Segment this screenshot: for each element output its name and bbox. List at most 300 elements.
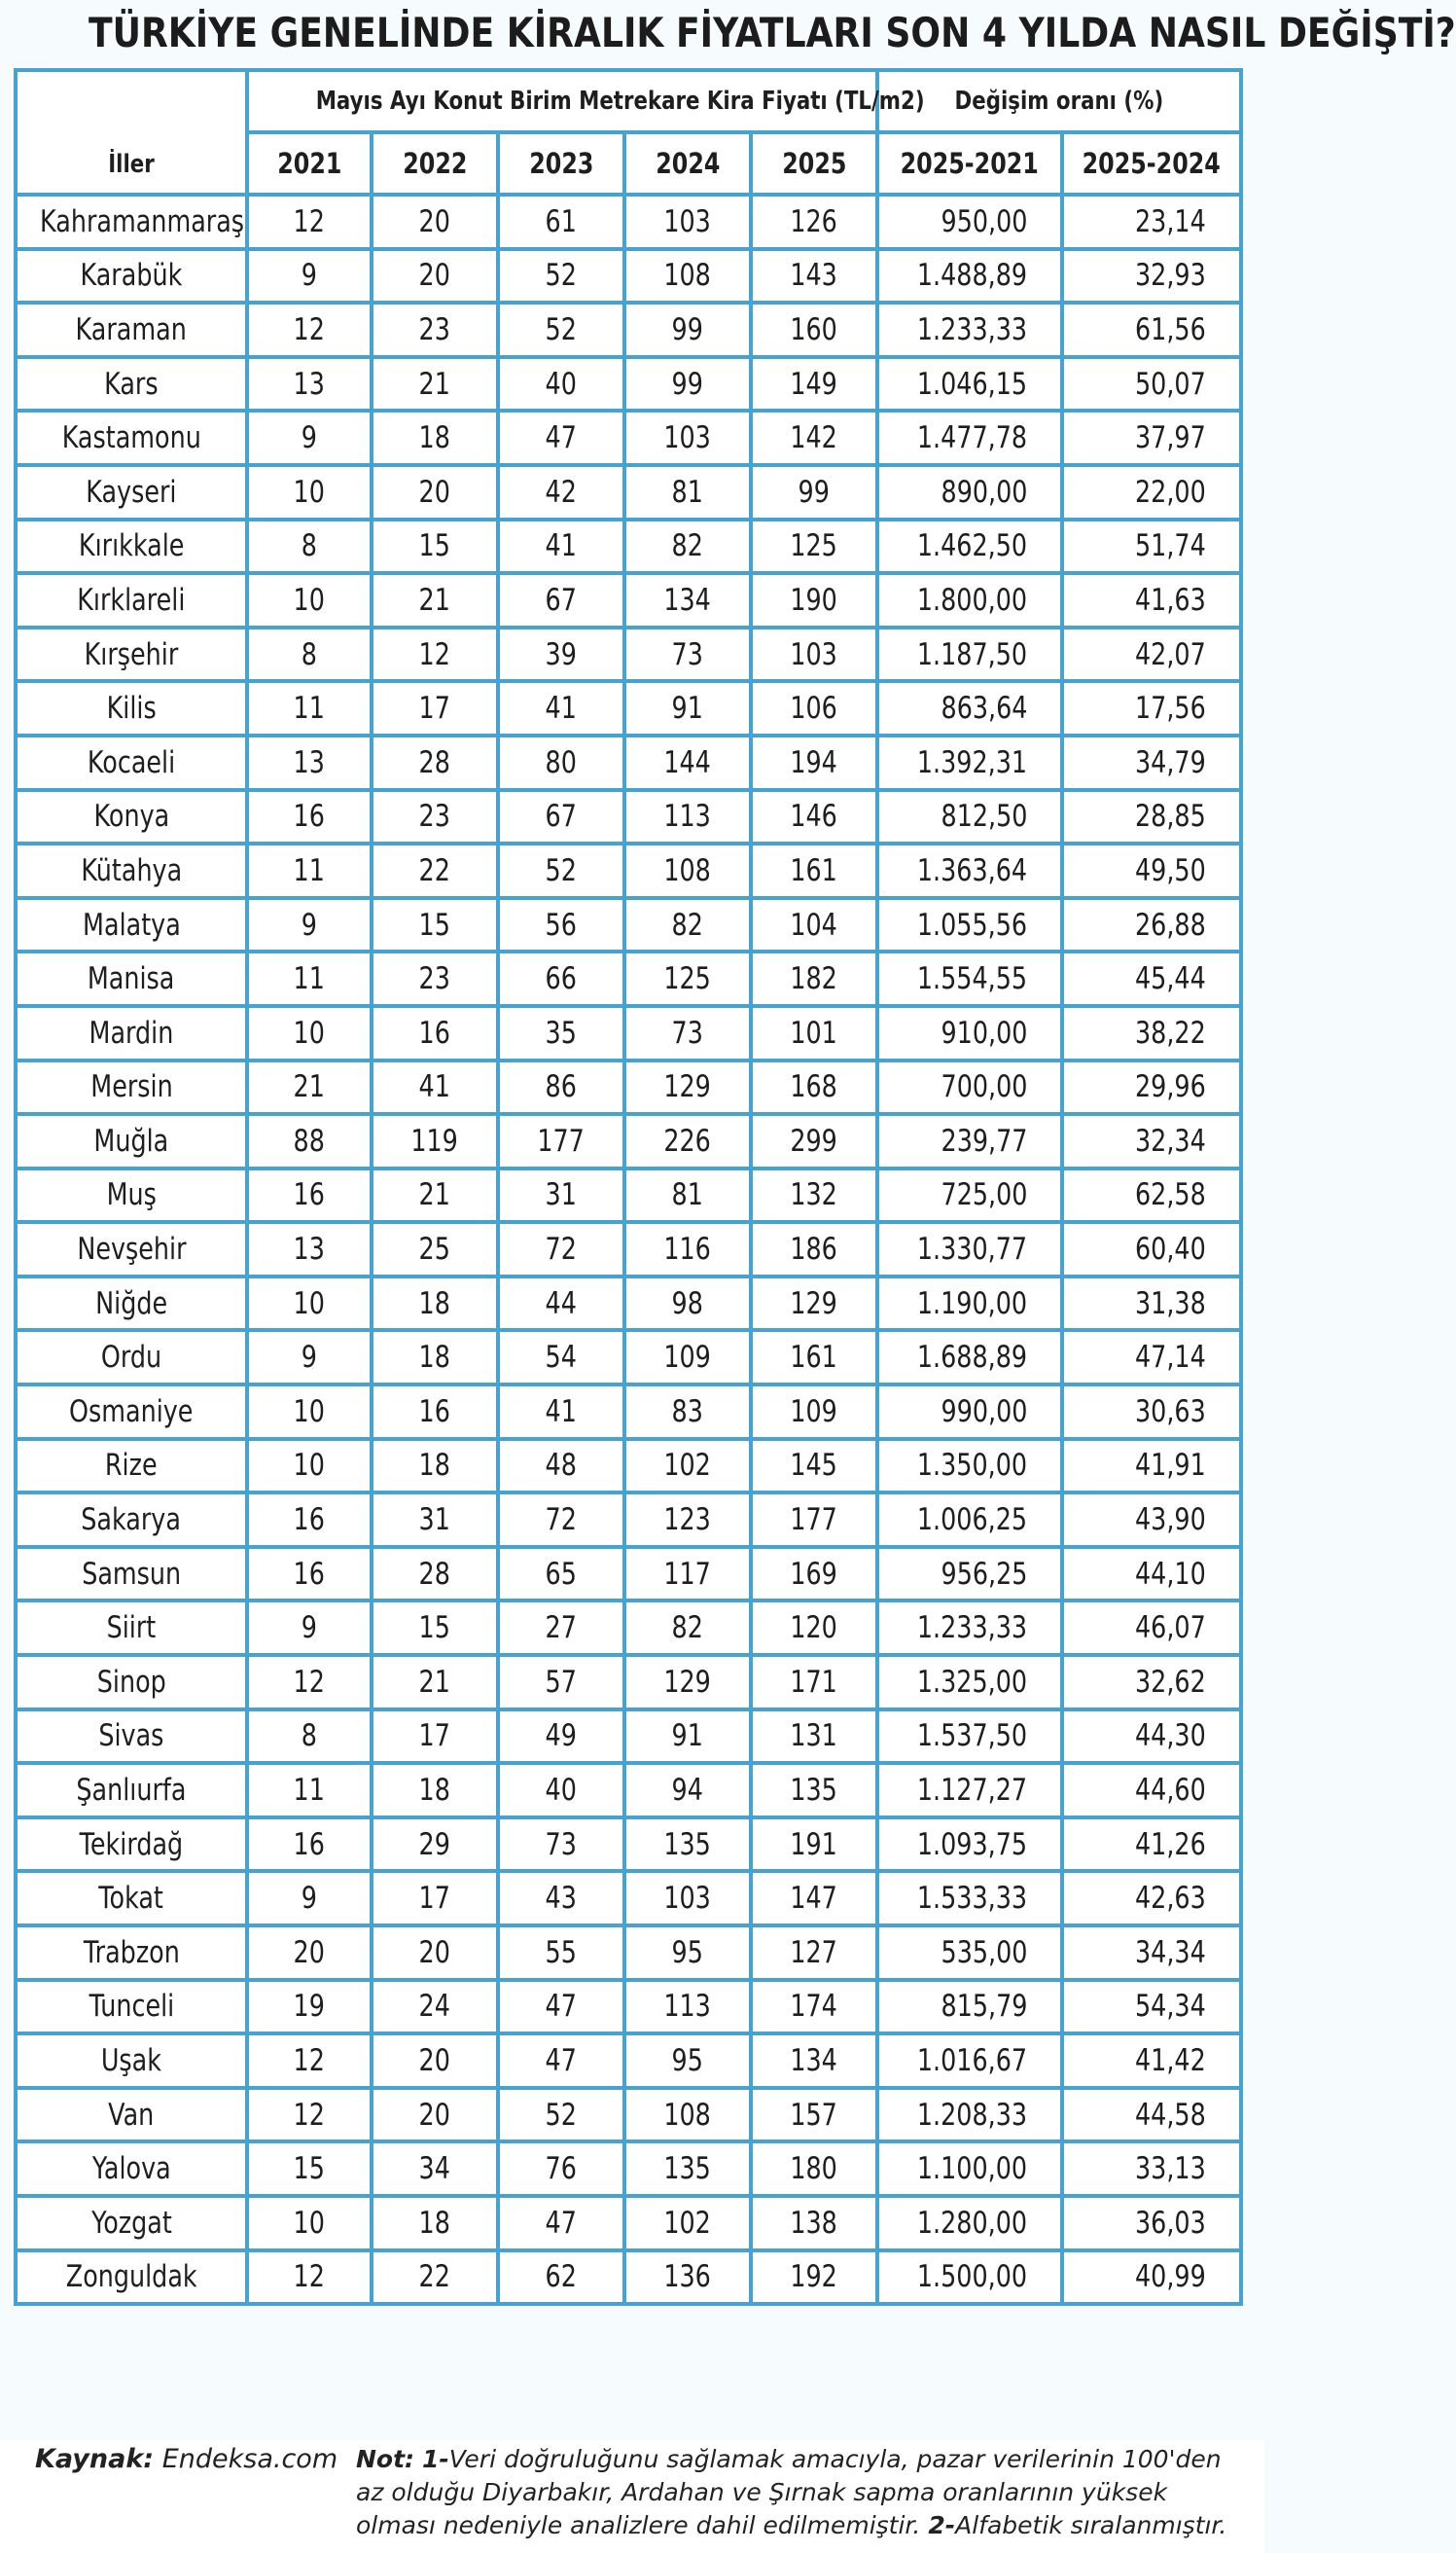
- value-cell: 135: [751, 1763, 877, 1817]
- value-cell: 86: [498, 1061, 624, 1115]
- value-cell: 16: [247, 790, 372, 845]
- value-cell: 15: [372, 520, 498, 574]
- value-cell: 12: [247, 2033, 372, 2088]
- value-cell: 1.500,00: [877, 2250, 1062, 2305]
- value-cell: 95: [624, 1925, 751, 1980]
- city-name-cell: Samsun: [16, 1547, 247, 1601]
- value-cell: 34,34: [1062, 1925, 1241, 1980]
- value-cell: 81: [624, 1169, 751, 1223]
- value-cell: 41: [372, 1061, 498, 1115]
- table-row: [16, 1547, 1241, 1601]
- value-cell: 1.233,33: [877, 1600, 1062, 1655]
- column-header: 2025: [751, 132, 877, 195]
- value-cell: 55: [498, 1925, 624, 1980]
- value-cell: 19: [247, 1980, 372, 2034]
- value-cell: 103: [624, 411, 751, 465]
- value-cell: 15: [247, 2141, 372, 2196]
- city-name-cell: Şanlıurfa: [16, 1763, 247, 1817]
- header-group-rent-price: Mayıs Ayı Konut Birim Metrekare Kira Fiyatı (TL/m2): [247, 70, 877, 132]
- value-cell: 21: [372, 573, 498, 628]
- value-cell: 1.477,78: [877, 411, 1062, 465]
- value-cell: 15: [372, 1600, 498, 1655]
- value-cell: 56: [498, 898, 624, 953]
- value-cell: 106: [751, 681, 877, 736]
- value-cell: 11: [247, 844, 372, 898]
- city-name-cell: Siirt: [16, 1600, 247, 1655]
- value-cell: 1.190,00: [877, 1276, 1062, 1331]
- value-cell: 950,00: [877, 195, 1062, 249]
- value-cell: 1.392,31: [877, 736, 1062, 790]
- value-cell: 103: [751, 628, 877, 682]
- value-cell: 10: [247, 465, 372, 520]
- value-cell: 54: [498, 1330, 624, 1384]
- city-name-cell: Osmaniye: [16, 1384, 247, 1439]
- value-cell: 10: [247, 1006, 372, 1061]
- city-name-cell: Kastamonu: [16, 411, 247, 465]
- value-cell: 239,77: [877, 1114, 1062, 1169]
- table-row: [16, 1276, 1241, 1331]
- city-name-cell: Sinop: [16, 1655, 247, 1709]
- value-cell: 24: [372, 1980, 498, 2034]
- value-cell: 31,38: [1062, 1276, 1241, 1331]
- value-cell: 23,14: [1062, 195, 1241, 249]
- city-name-cell: Kilis: [16, 681, 247, 736]
- value-cell: 12: [247, 1655, 372, 1709]
- city-name-cell: Tokat: [16, 1871, 247, 1925]
- table-row: [16, 844, 1241, 898]
- value-cell: 16: [372, 1006, 498, 1061]
- table-row: [16, 2033, 1241, 2088]
- rent-price-table: [14, 68, 1243, 2306]
- value-cell: 194: [751, 736, 877, 790]
- city-name-cell: Muş: [16, 1169, 247, 1223]
- value-cell: 47,14: [1062, 1330, 1241, 1384]
- value-cell: 129: [751, 1276, 877, 1331]
- value-cell: 103: [624, 1871, 751, 1925]
- value-cell: 36,03: [1062, 2196, 1241, 2250]
- value-cell: 16: [247, 1492, 372, 1547]
- value-cell: 30,63: [1062, 1384, 1241, 1439]
- column-header: 2025-2021: [877, 132, 1062, 195]
- table-row: [16, 1980, 1241, 2034]
- value-cell: 16: [247, 1817, 372, 1872]
- header-group-change-rate: Değişim oranı (%): [877, 70, 1241, 132]
- value-cell: 82: [624, 898, 751, 953]
- value-cell: 10: [247, 573, 372, 628]
- value-cell: 20: [372, 2033, 498, 2088]
- value-cell: 47: [498, 2033, 624, 2088]
- city-name-cell: Rize: [16, 1439, 247, 1493]
- value-cell: 16: [372, 1384, 498, 1439]
- value-cell: 20: [372, 465, 498, 520]
- value-cell: 182: [751, 952, 877, 1006]
- value-cell: 26,88: [1062, 898, 1241, 953]
- value-cell: 39: [498, 628, 624, 682]
- value-cell: 66: [498, 952, 624, 1006]
- value-cell: 21: [372, 1655, 498, 1709]
- value-cell: 95: [624, 2033, 751, 2088]
- value-cell: 108: [624, 249, 751, 304]
- value-cell: 52: [498, 2088, 624, 2142]
- value-cell: 144: [624, 736, 751, 790]
- value-cell: 28,85: [1062, 790, 1241, 845]
- table-row: [16, 1439, 1241, 1493]
- value-cell: 41: [498, 520, 624, 574]
- value-cell: 52: [498, 249, 624, 304]
- value-cell: 127: [751, 1925, 877, 1980]
- value-cell: 41: [498, 681, 624, 736]
- value-cell: 13: [247, 736, 372, 790]
- value-cell: 192: [751, 2250, 877, 2305]
- value-cell: 35: [498, 1006, 624, 1061]
- value-cell: 45,44: [1062, 952, 1241, 1006]
- value-cell: 102: [624, 1439, 751, 1493]
- value-cell: 815,79: [877, 1980, 1062, 2034]
- value-cell: 174: [751, 1980, 877, 2034]
- value-cell: 157: [751, 2088, 877, 2142]
- city-name-cell: Kayseri: [16, 465, 247, 520]
- value-cell: 134: [624, 573, 751, 628]
- value-cell: 16: [247, 1547, 372, 1601]
- value-cell: 1.330,77: [877, 1222, 1062, 1276]
- value-cell: 113: [624, 1980, 751, 2034]
- value-cell: 12: [247, 2088, 372, 2142]
- value-cell: 91: [624, 681, 751, 736]
- value-cell: 12: [372, 628, 498, 682]
- value-cell: 113: [624, 790, 751, 845]
- city-name-cell: Malatya: [16, 898, 247, 953]
- value-cell: 143: [751, 249, 877, 304]
- table-row: [16, 1114, 1241, 1169]
- value-cell: 27: [498, 1600, 624, 1655]
- city-name-cell: Tunceli: [16, 1980, 247, 2034]
- value-cell: 94: [624, 1763, 751, 1817]
- city-name-cell: Trabzon: [16, 1925, 247, 1980]
- value-cell: 43,90: [1062, 1492, 1241, 1547]
- value-cell: 18: [372, 2196, 498, 2250]
- value-cell: 31: [498, 1169, 624, 1223]
- value-cell: 190: [751, 573, 877, 628]
- city-name-cell: Manisa: [16, 952, 247, 1006]
- table-row: [16, 303, 1241, 357]
- value-cell: 1.533,33: [877, 1871, 1062, 1925]
- table-row: [16, 2196, 1241, 2250]
- column-header: 2023: [498, 132, 624, 195]
- value-cell: 1.055,56: [877, 898, 1062, 953]
- value-cell: 108: [624, 844, 751, 898]
- value-cell: 123: [624, 1492, 751, 1547]
- value-cell: 8: [247, 628, 372, 682]
- value-cell: 18: [372, 1276, 498, 1331]
- value-cell: 129: [624, 1061, 751, 1115]
- value-cell: 21: [372, 1169, 498, 1223]
- value-cell: 1.488,89: [877, 249, 1062, 304]
- table-row: [16, 195, 1241, 249]
- value-cell: 34,79: [1062, 736, 1241, 790]
- value-cell: 226: [624, 1114, 751, 1169]
- table-row: [16, 736, 1241, 790]
- city-name-cell: Uşak: [16, 2033, 247, 2088]
- value-cell: 103: [624, 195, 751, 249]
- table-row: [16, 1817, 1241, 1872]
- value-cell: 101: [751, 1006, 877, 1061]
- table-row: [16, 249, 1241, 304]
- table-row: [16, 357, 1241, 412]
- value-cell: 11: [247, 1763, 372, 1817]
- value-cell: 191: [751, 1817, 877, 1872]
- value-cell: 41: [498, 1384, 624, 1439]
- value-cell: 169: [751, 1547, 877, 1601]
- value-cell: 1.093,75: [877, 1817, 1062, 1872]
- value-cell: 9: [247, 1330, 372, 1384]
- value-cell: 41,42: [1062, 2033, 1241, 2088]
- value-cell: 49: [498, 1709, 624, 1764]
- value-cell: 1.537,50: [877, 1709, 1062, 1764]
- value-cell: 990,00: [877, 1384, 1062, 1439]
- value-cell: 48: [498, 1439, 624, 1493]
- city-name-cell: Karabük: [16, 249, 247, 304]
- value-cell: 99: [624, 357, 751, 412]
- city-name-cell: Kırklareli: [16, 573, 247, 628]
- table-row: [16, 1655, 1241, 1709]
- value-cell: 147: [751, 1871, 877, 1925]
- value-cell: 98: [624, 1276, 751, 1331]
- city-name-cell: Sakarya: [16, 1492, 247, 1547]
- value-cell: 41,63: [1062, 573, 1241, 628]
- city-name-cell: Yozgat: [16, 2196, 247, 2250]
- city-name-cell: Mardin: [16, 1006, 247, 1061]
- city-name-cell: Van: [16, 2088, 247, 2142]
- city-name-cell: Ordu: [16, 1330, 247, 1384]
- value-cell: 67: [498, 573, 624, 628]
- value-cell: 8: [247, 520, 372, 574]
- value-cell: 22: [372, 844, 498, 898]
- value-cell: 11: [247, 952, 372, 1006]
- value-cell: 81: [624, 465, 751, 520]
- value-cell: 1.554,55: [877, 952, 1062, 1006]
- value-cell: 49,50: [1062, 844, 1241, 898]
- value-cell: 40: [498, 357, 624, 412]
- city-name-cell: Sivas: [16, 1709, 247, 1764]
- page-title: TÜRKİYE GENELİNDE KİRALIK FİYATLARI SON 4 YILDA NASIL DEĞİŞTİ?: [89, 9, 1456, 56]
- value-cell: 132: [751, 1169, 877, 1223]
- table-row: [16, 411, 1241, 465]
- value-cell: 863,64: [877, 681, 1062, 736]
- value-cell: 18: [372, 1763, 498, 1817]
- table-row: [16, 1871, 1241, 1925]
- footnote: Not: 1-Veri doğruluğunu sağlamak amacıyla, pazar verilerinin 100'den az olduğu Diyarbakır, Ardahan ve Şırnak sapma oranlarının yüksek olması nedeniyle analizlere dahil edilmemiştir. 2-Alfabetik sıralanmıştır.: [356, 2445, 1227, 2539]
- value-cell: 1.046,15: [877, 357, 1062, 412]
- table-row: [16, 1492, 1241, 1547]
- value-cell: 31: [372, 1492, 498, 1547]
- value-cell: 10: [247, 1384, 372, 1439]
- table-row: [16, 1330, 1241, 1384]
- column-header: 2021: [247, 132, 372, 195]
- value-cell: 910,00: [877, 1006, 1062, 1061]
- value-cell: 9: [247, 249, 372, 304]
- value-cell: 12: [247, 2250, 372, 2305]
- value-cell: 956,25: [877, 1547, 1062, 1601]
- value-cell: 21: [247, 1061, 372, 1115]
- table-row: [16, 1222, 1241, 1276]
- value-cell: 10: [247, 1276, 372, 1331]
- value-cell: 42,07: [1062, 628, 1241, 682]
- value-cell: 72: [498, 1492, 624, 1547]
- value-cell: 42: [498, 465, 624, 520]
- value-cell: 40,99: [1062, 2250, 1241, 2305]
- value-cell: 54,34: [1062, 1980, 1241, 2034]
- value-cell: 142: [751, 411, 877, 465]
- value-cell: 29,96: [1062, 1061, 1241, 1115]
- value-cell: 138: [751, 2196, 877, 2250]
- value-cell: 18: [372, 1330, 498, 1384]
- value-cell: 73: [624, 1006, 751, 1061]
- value-cell: 1.280,00: [877, 2196, 1062, 2250]
- column-header: 2022: [372, 132, 498, 195]
- city-name-cell: Niğde: [16, 1276, 247, 1331]
- value-cell: 1.208,33: [877, 2088, 1062, 2142]
- table-row: [16, 1925, 1241, 1980]
- value-cell: 61,56: [1062, 303, 1241, 357]
- value-cell: 129: [624, 1655, 751, 1709]
- value-cell: 22: [372, 2250, 498, 2305]
- value-cell: 46,07: [1062, 1600, 1241, 1655]
- value-cell: 161: [751, 1330, 877, 1384]
- value-cell: 125: [624, 952, 751, 1006]
- value-cell: 1.187,50: [877, 628, 1062, 682]
- value-cell: 47: [498, 2196, 624, 2250]
- value-cell: 34: [372, 2141, 498, 2196]
- value-cell: 9: [247, 411, 372, 465]
- value-cell: 109: [624, 1330, 751, 1384]
- table-body: [16, 195, 1241, 2304]
- value-cell: 32,62: [1062, 1655, 1241, 1709]
- value-cell: 20: [372, 195, 498, 249]
- value-cell: 145: [751, 1439, 877, 1493]
- value-cell: 83: [624, 1384, 751, 1439]
- value-cell: 15: [372, 898, 498, 953]
- value-cell: 73: [624, 628, 751, 682]
- value-cell: 16: [247, 1169, 372, 1223]
- value-cell: 1.800,00: [877, 573, 1062, 628]
- value-cell: 44,30: [1062, 1709, 1241, 1764]
- city-name-cell: Konya: [16, 790, 247, 845]
- value-cell: 1.325,00: [877, 1655, 1062, 1709]
- value-cell: 47: [498, 411, 624, 465]
- value-cell: 12: [247, 303, 372, 357]
- table-row: [16, 573, 1241, 628]
- value-cell: 62,58: [1062, 1169, 1241, 1223]
- value-cell: 535,00: [877, 1925, 1062, 1980]
- value-cell: 42,63: [1062, 1871, 1241, 1925]
- value-cell: 44,58: [1062, 2088, 1241, 2142]
- table-row: [16, 898, 1241, 953]
- value-cell: 9: [247, 1871, 372, 1925]
- value-cell: 51,74: [1062, 520, 1241, 574]
- value-cell: 1.350,00: [877, 1439, 1062, 1493]
- table-row: [16, 1061, 1241, 1115]
- city-name-cell: Muğla: [16, 1114, 247, 1169]
- source-credit: Kaynak: Endeksa.com: [35, 2444, 338, 2474]
- value-cell: 131: [751, 1709, 877, 1764]
- value-cell: 177: [751, 1492, 877, 1547]
- value-cell: 126: [751, 195, 877, 249]
- value-cell: 99: [624, 303, 751, 357]
- value-cell: 40: [498, 1763, 624, 1817]
- value-cell: 11: [247, 681, 372, 736]
- value-cell: 108: [624, 2088, 751, 2142]
- table-row: [16, 2088, 1241, 2142]
- value-cell: 29: [372, 1817, 498, 1872]
- value-cell: 47: [498, 1980, 624, 2034]
- value-cell: 22,00: [1062, 465, 1241, 520]
- value-cell: 21: [372, 357, 498, 412]
- table-row: [16, 1384, 1241, 1439]
- value-cell: 109: [751, 1384, 877, 1439]
- value-cell: 120: [751, 1600, 877, 1655]
- value-cell: 135: [624, 1817, 751, 1872]
- value-cell: 60,40: [1062, 1222, 1241, 1276]
- value-cell: 32,93: [1062, 249, 1241, 304]
- value-cell: 13: [247, 357, 372, 412]
- value-cell: 125: [751, 520, 877, 574]
- value-cell: 52: [498, 303, 624, 357]
- value-cell: 37,97: [1062, 411, 1241, 465]
- city-name-cell: Nevşehir: [16, 1222, 247, 1276]
- table-row: [16, 465, 1241, 520]
- value-cell: 65: [498, 1547, 624, 1601]
- value-cell: 41,26: [1062, 1817, 1241, 1872]
- value-cell: 61: [498, 195, 624, 249]
- value-cell: 180: [751, 2141, 877, 2196]
- table-row: [16, 1169, 1241, 1223]
- value-cell: 700,00: [877, 1061, 1062, 1115]
- value-cell: 102: [624, 2196, 751, 2250]
- value-cell: 23: [372, 790, 498, 845]
- value-cell: 117: [624, 1547, 751, 1601]
- table-row: [16, 1600, 1241, 1655]
- value-cell: 136: [624, 2250, 751, 2305]
- value-cell: 33,13: [1062, 2141, 1241, 2196]
- value-cell: 104: [751, 898, 877, 953]
- value-cell: 119: [372, 1114, 498, 1169]
- value-cell: 38,22: [1062, 1006, 1241, 1061]
- value-cell: 135: [624, 2141, 751, 2196]
- value-cell: 76: [498, 2141, 624, 2196]
- value-cell: 812,50: [877, 790, 1062, 845]
- value-cell: 17: [372, 1871, 498, 1925]
- value-cell: 44,10: [1062, 1547, 1241, 1601]
- city-name-cell: Kars: [16, 357, 247, 412]
- value-cell: 41,91: [1062, 1439, 1241, 1493]
- value-cell: 116: [624, 1222, 751, 1276]
- value-cell: 72: [498, 1222, 624, 1276]
- value-cell: 1.363,64: [877, 844, 1062, 898]
- value-cell: 146: [751, 790, 877, 845]
- value-cell: 44: [498, 1276, 624, 1331]
- city-name-cell: Kırıkkale: [16, 520, 247, 574]
- value-cell: 23: [372, 952, 498, 1006]
- value-cell: 20: [372, 2088, 498, 2142]
- value-cell: 62: [498, 2250, 624, 2305]
- value-cell: 52: [498, 844, 624, 898]
- value-cell: 82: [624, 1600, 751, 1655]
- value-cell: 44,60: [1062, 1763, 1241, 1817]
- city-name-cell: Kırşehir: [16, 628, 247, 682]
- value-cell: 160: [751, 303, 877, 357]
- value-cell: 12: [247, 195, 372, 249]
- value-cell: 73: [498, 1817, 624, 1872]
